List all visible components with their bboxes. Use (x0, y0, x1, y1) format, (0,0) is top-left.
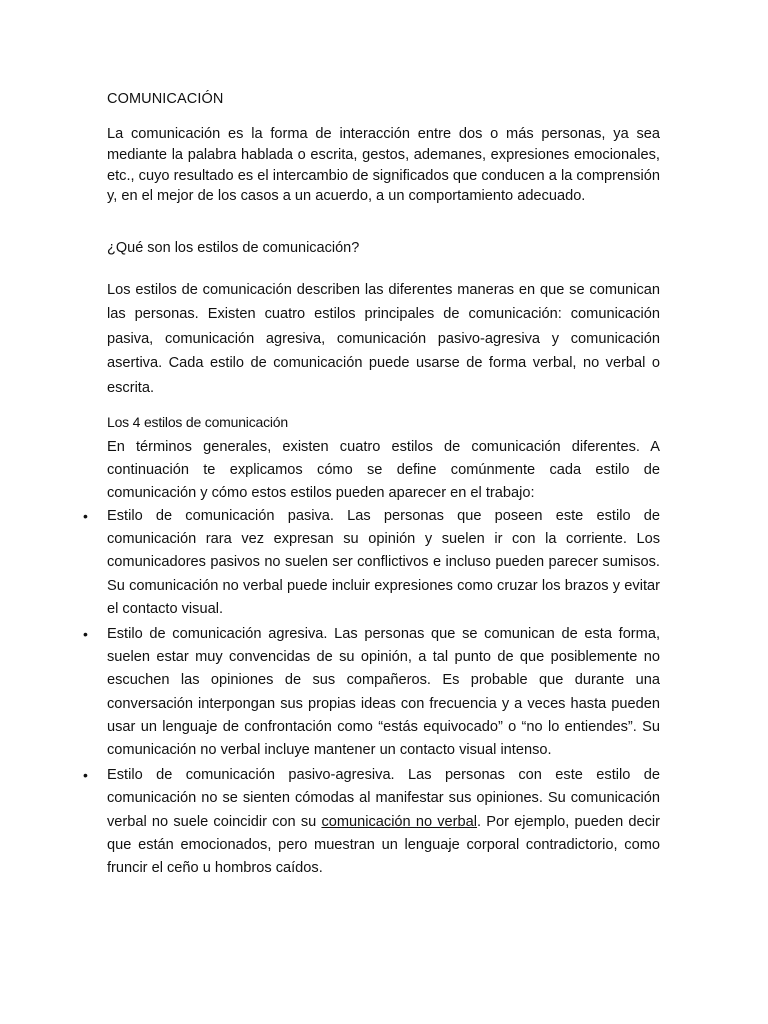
list-item-aggressive (83, 623, 660, 762)
list-item-text-after: . Por ejemplo, pueden decir que están emocionados, pero muestran un lenguaje corporal contradictorio, como fruncir el ceño u hombros caídos. (107, 813, 660, 877)
list-item-passive (83, 505, 660, 621)
document-title: COMUNICACIÓN (107, 91, 224, 107)
styles-paragraph: Los estilos de comunicación describen las diferentes maneras en que se comunican las personas. Existen cuatro estilos principales de comunicación: comunicación pasiva, comunicación agresiva, comunicación pasivo-agresiva y comunicación asertiva. Cada estilo de comunicación puede usarse de forma verbal, no verbal o escrita. (107, 282, 660, 396)
list-item-text: Estilo de comunicación agresiva. Las personas que se comunican de esta forma, suelen estar muy convencidas de su opinión, a tal punto de que posiblemente no escuchen las opiniones de sus compañeros. Es probable que durante una conversación interpongan sus propias ideas con frecuencia y a veces hasta pueden usar un lenguaje de confrontación como “estás equivocado” o “no lo entiendes”. Su comunicación no verbal incluye mantener un contacto visual intenso. (107, 626, 660, 759)
intro-paragraph: La comunicación es la forma de interacción entre dos o más personas, ya sea mediante la palabra hablada o escrita, gestos, ademanes, expresiones emocionales, etc., cuyo resultado es el intercambio de significados que conducen a la comprensión y, en el mejor de los casos a un acuerdo, a un comportamiento adecuado. (107, 126, 660, 205)
nonverbal-communication-link[interactable]: comunicación no verbal (321, 813, 478, 830)
bullet-icon: • (83, 626, 88, 643)
list-item-text: Estilo de comunicación pasiva. Las personas que poseen este estilo de comunicación rara vez expresan su opinión y suelen ir con la corriente. Los comunicadores pasivos no suelen ser conflictivos e incluso pueden parecer sumisos. Su comunicación no verbal puede incluir expresiones como cruzar los brazos y evitar el contacto visual. (107, 508, 660, 617)
four-styles-heading: Los 4 estilos de comunicación (107, 414, 288, 430)
list-item-passive-aggressive (83, 764, 660, 880)
general-paragraph: En términos generales, existen cuatro estilos de comunicación diferentes. A continuación te explicamos cómo se define comúnmente cada estilo de comunicación y cómo estos estilos pueden aparecer en el trabajo: (107, 439, 660, 501)
styles-question-heading: ¿Qué son los estilos de comunicación? (107, 240, 360, 256)
bullet-icon: • (83, 767, 88, 784)
styles-list (83, 505, 660, 882)
list-item-text-before: Estilo de comunicación pasivo-agresiva. Las personas con este estilo de comunicación no se sienten cómodas al manifestar sus opiniones. Su comunicación verbal no suele coincidir con su (107, 767, 660, 830)
bullet-icon: • (83, 508, 88, 524)
